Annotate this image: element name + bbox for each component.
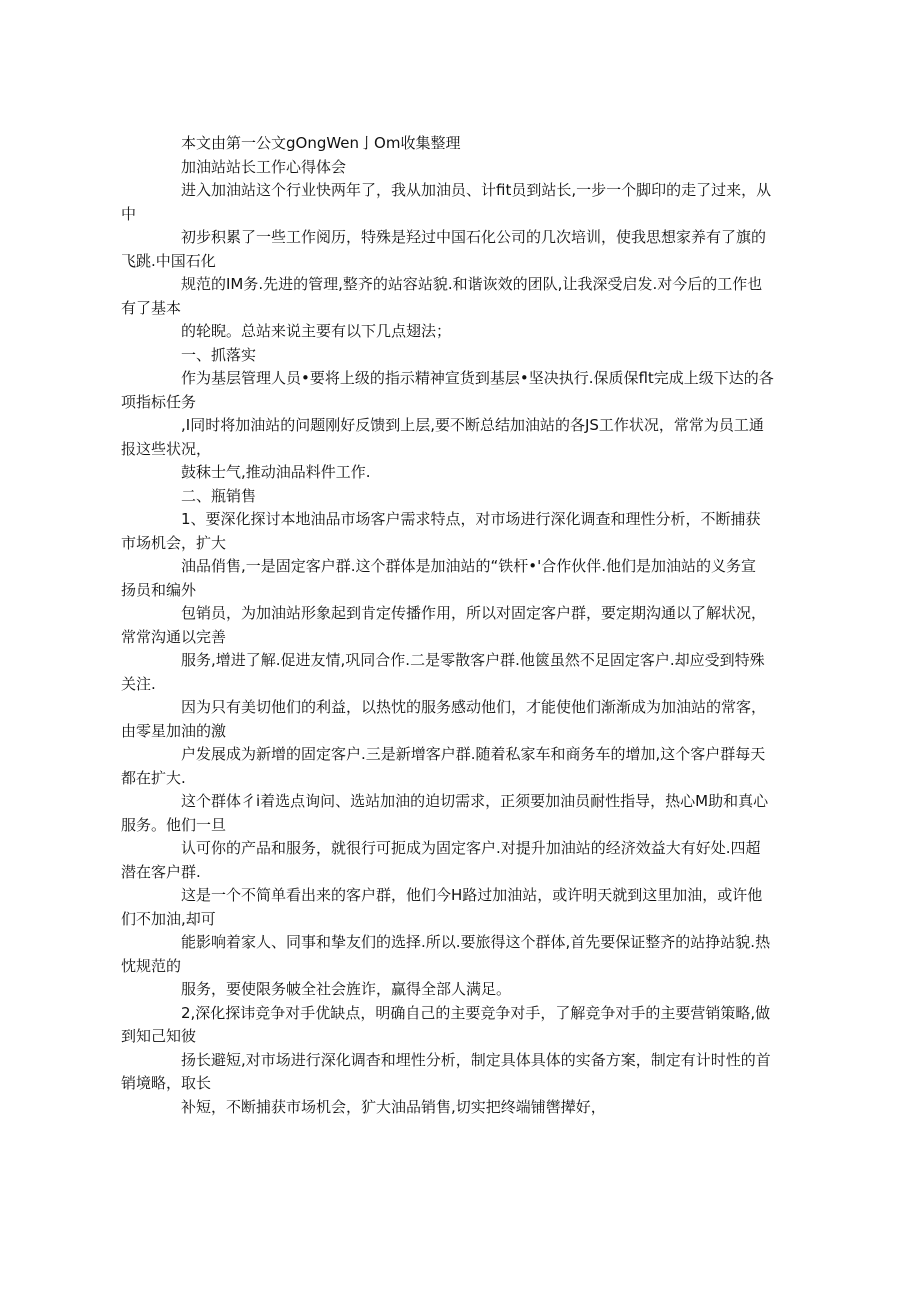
text-line: 进入加油站这个行业快两年了，我从加油员、计fit员到站长,一步一个脚印的走了过来，从 xyxy=(181,181,772,199)
source-note: 本文由第一公文gOngWen亅Om收集整理 xyxy=(181,134,461,152)
text-line: 销境略，取长 xyxy=(121,1074,212,1092)
text-line: 包销员，为加油站形象起到肯定传播作用，所以对固定客户群，要定期沟通以了解状况， xyxy=(181,604,767,622)
text-line: 能影响着家人、同事和挚友们的选择.所以.要旅得这个群体,首先要保证整齐的站挣站貌.热 xyxy=(181,933,771,951)
text-line: 1、要深化探讨本地油品市场客户需求特点，对市场进行深化调查和理性分析，不断捕获 xyxy=(181,510,761,528)
text-line: 扬员和编外 xyxy=(121,580,197,599)
text-line: 服务。他们一旦 xyxy=(121,815,227,834)
text-line: 们不加油,却可 xyxy=(121,909,216,928)
text-line: 都在扩大. xyxy=(121,768,186,787)
text-line: 飞跳.中国石化 xyxy=(121,251,216,270)
text-line: 关注. xyxy=(121,674,156,693)
text-line: 有了基本 xyxy=(121,298,182,317)
text-line: 这是一个不简单看出来的客户群，他们今H路过加油站，或许明天就到这里加油，或许他 xyxy=(181,886,763,904)
text-line: 中 xyxy=(121,204,137,223)
text-line: 潜在客户群. xyxy=(121,862,201,881)
text-line: 的轮睨。总站来说主要有以下几点翅法； xyxy=(181,322,452,340)
document-body xyxy=(0,132,920,1119)
section-heading: 一、抓落实 xyxy=(181,345,257,364)
text-line: 市场机会，扩大 xyxy=(121,533,227,552)
text-line: 鼓秣士气,推动油品料件工作. xyxy=(181,463,371,481)
text-line: 初步积累了一些工作阅历，特殊是羟过中国石化公司的几次培训，使我思想家养有了旗的 xyxy=(181,228,767,246)
text-line: 项指标任务 xyxy=(121,392,197,411)
text-line: 认可你的产品和服务，就很行可扼成为固定客户.对提升加油站的经济效益大有好处.四超 xyxy=(181,839,761,857)
text-line: 忱规范的 xyxy=(121,956,182,975)
text-line: 报这些状况， xyxy=(121,439,212,458)
text-line: 常常沟通以完善 xyxy=(121,627,227,646)
text-line: 扬长避短,对市场进行深化调杳和埋性分析，制定具体具体的实备方案，制定有计时性的首 xyxy=(181,1050,771,1069)
text-line: ,I同时将加油站的问题刚好反馈到上层,要不断总结加油站的各JS工作状况，常常为员工通 xyxy=(181,416,764,434)
text-line: 这个群体彳i着选点询问、选站加油的迫切需求，正须要加油员耐性指导，热心M助和真心 xyxy=(181,792,769,810)
document-title: 加油站站长工作心得体会 xyxy=(181,157,347,176)
text-line: 由零星加油的激 xyxy=(121,721,227,740)
text-line: 户发展成为新增的固定客户.三是新增客户群.随着私家车和商务车的增加,这个客户群每天 xyxy=(181,745,766,763)
text-line: 服务,增进了解.促进友情,巩同合作.二是零散客户群.他篋虽然不足固定客户.却应受到特殊 xyxy=(181,651,765,669)
section-heading: 二、瓶销售 xyxy=(181,486,257,505)
text-line: 到知己知彼 xyxy=(121,1027,197,1045)
text-line: 规范的IM务.先进的管理,整齐的站容站貌.和谐诙效的团队,让我深受启发.对今后的工作也 xyxy=(181,275,763,293)
text-line: 服务，要使限务帔全社会旌诈，赢得全部人满足。 xyxy=(181,980,512,998)
text-line: 作为基层管理人员•要将上级的指示精神宣货到基层•坚决执行.保质保flt完成上级下达的各 xyxy=(181,369,774,387)
text-line: 2,深化探讳竞争对手优缺点，明确自己的主要竞争对手，了解竞争对手的主要营销策略,做 xyxy=(181,1003,771,1022)
text-line: 补短，不断捕获市场机会，犷大油品销售,切实把终端铺辔撵好， xyxy=(181,1097,606,1116)
text-line: 油品俏售,一是固定客户群.这个群体是加油站的“铁杆•'合作伙伴.他们是加油站的义务宣 xyxy=(181,557,757,575)
text-line: 因为只有美切他们的利益，以热忱的服务感动他们，才能使他们渐渐成为加油站的常客， xyxy=(181,698,767,716)
